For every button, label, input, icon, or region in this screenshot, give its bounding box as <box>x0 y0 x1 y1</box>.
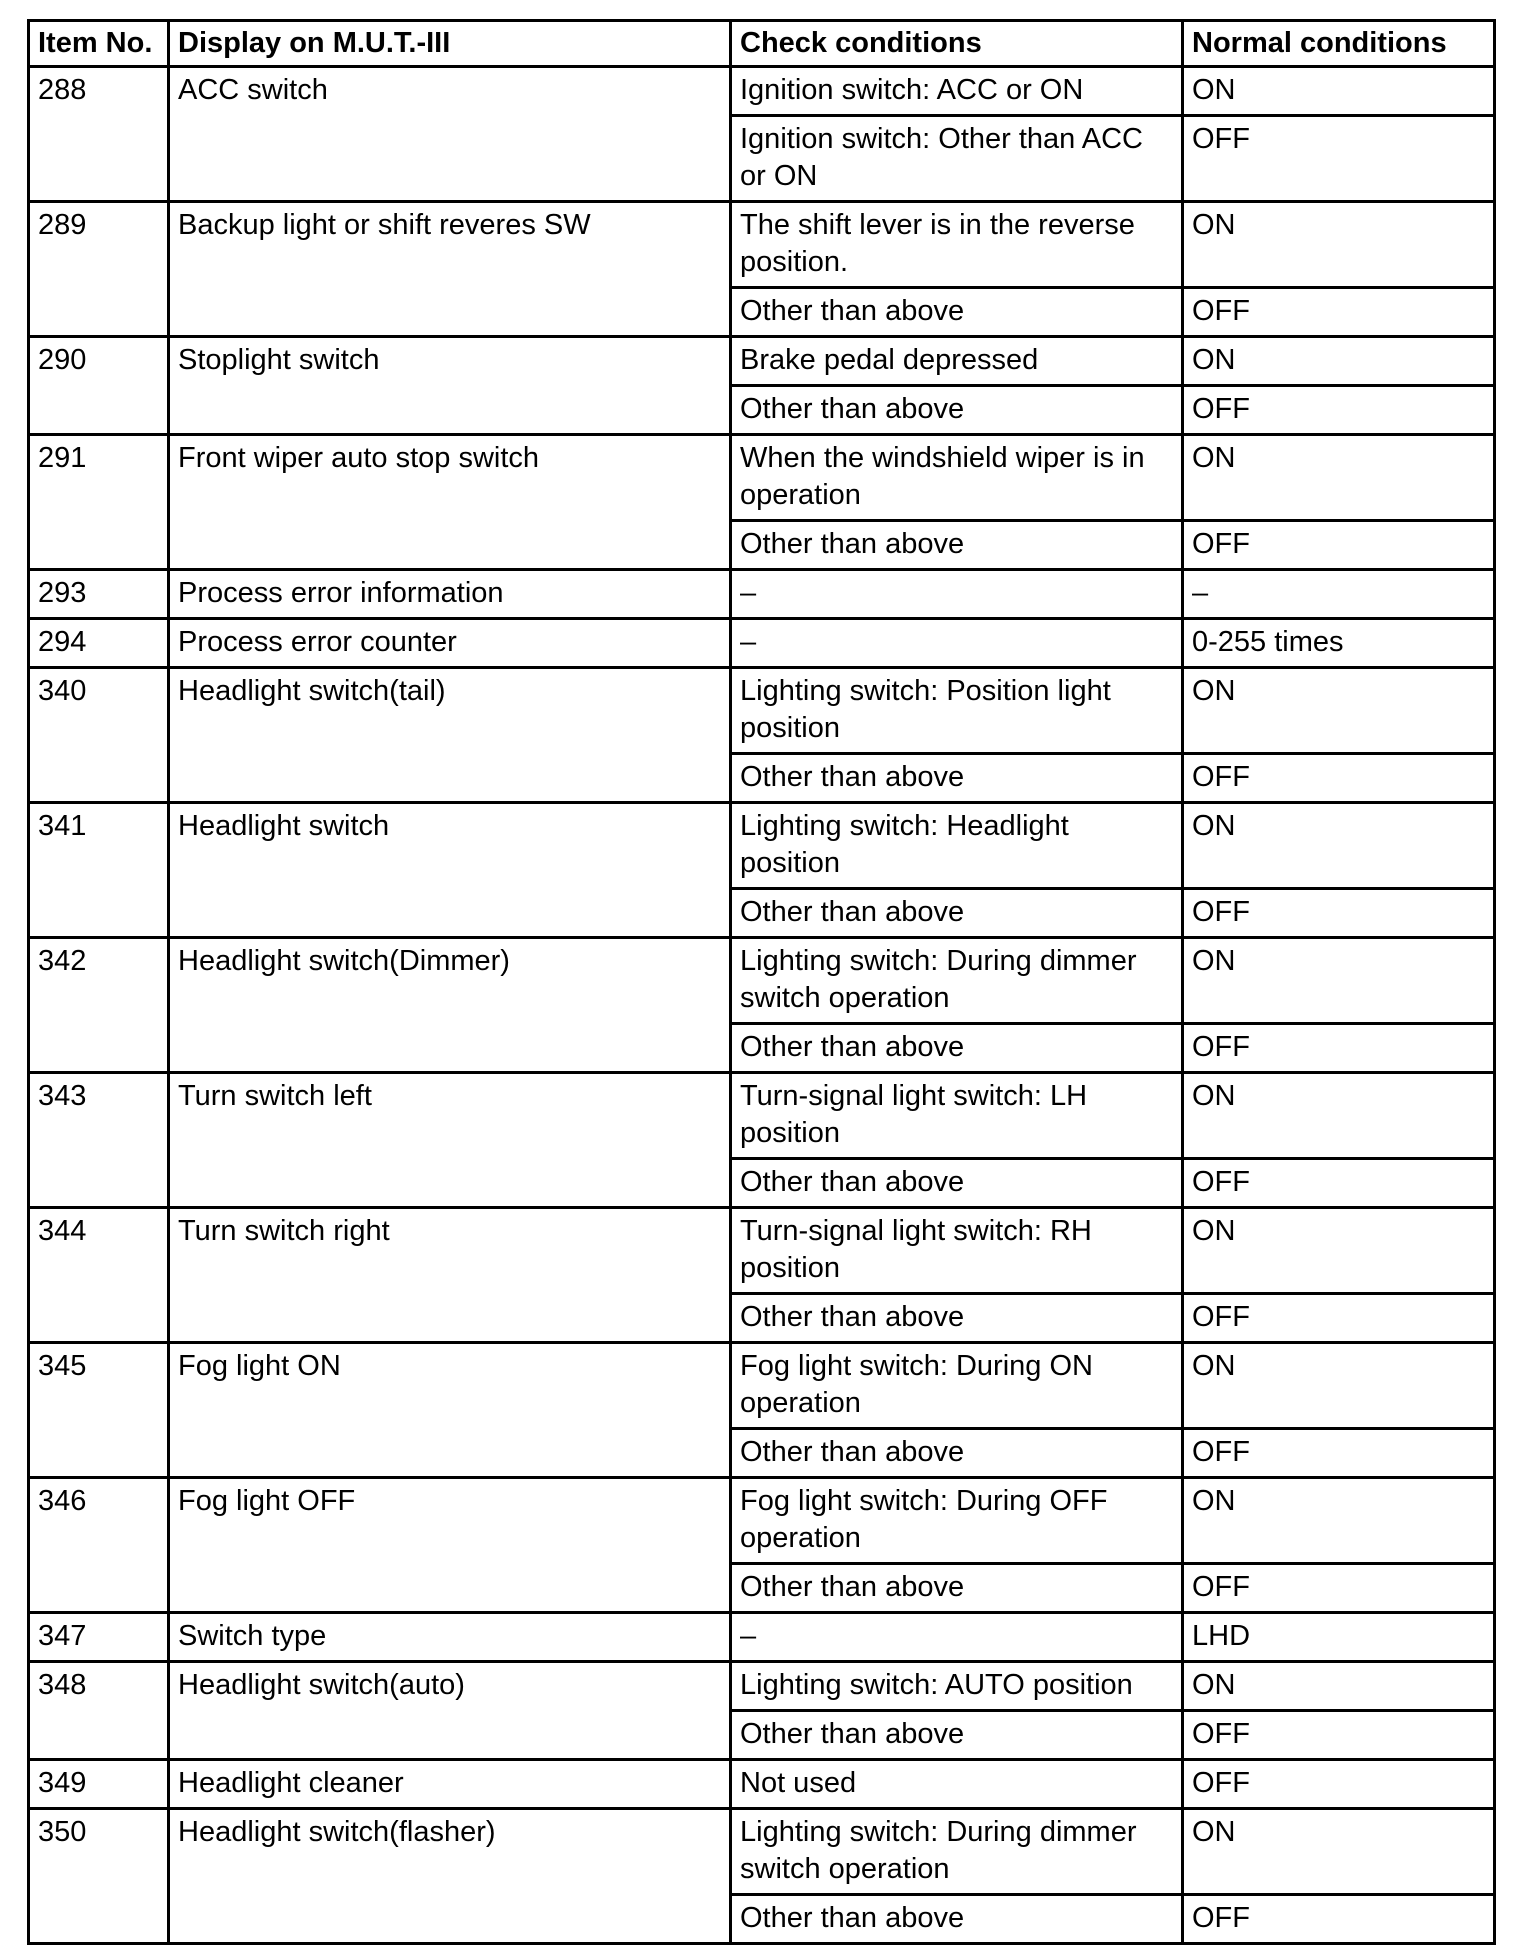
check-condition-cell: Other than above <box>731 521 1183 570</box>
normal-condition-cell: OFF <box>1183 1159 1495 1208</box>
normal-condition-cell: OFF <box>1183 889 1495 938</box>
check-condition-cell: Not used <box>731 1760 1183 1809</box>
normal-condition-cell: OFF <box>1183 1294 1495 1343</box>
item-number-cell: 288 <box>29 67 169 202</box>
item-number-cell: 290 <box>29 337 169 435</box>
table-row <box>29 1208 1495 1294</box>
display-name-cell: Front wiper auto stop switch <box>169 435 731 570</box>
item-number-cell: 341 <box>29 803 169 938</box>
normal-condition-cell: ON <box>1183 67 1495 116</box>
item-number-cell: 345 <box>29 1343 169 1478</box>
normal-condition-cell: ON <box>1183 435 1495 521</box>
table-row <box>29 938 1495 1024</box>
normal-condition-cell: ON <box>1183 1208 1495 1294</box>
display-name-cell: Process error counter <box>169 619 731 668</box>
table-row <box>29 803 1495 889</box>
check-condition-cell: Other than above <box>731 288 1183 337</box>
check-condition-cell: Other than above <box>731 1895 1183 1944</box>
table-row <box>29 202 1495 288</box>
check-condition-cell: Lighting switch: AUTO position <box>731 1662 1183 1711</box>
table-row <box>29 435 1495 521</box>
display-name-cell: Backup light or shift reveres SW <box>169 202 731 337</box>
check-condition-cell: Other than above <box>731 1711 1183 1760</box>
normal-condition-cell: OFF <box>1183 1711 1495 1760</box>
display-name-cell: Switch type <box>169 1613 731 1662</box>
table-row <box>29 1073 1495 1159</box>
check-condition-cell: – <box>731 570 1183 619</box>
display-name-cell: Headlight switch(Dimmer) <box>169 938 731 1073</box>
check-condition-cell: Turn-signal light switch: RH position <box>731 1208 1183 1294</box>
display-name-cell: Turn switch left <box>169 1073 731 1208</box>
check-condition-cell: Other than above <box>731 754 1183 803</box>
normal-condition-cell: LHD <box>1183 1613 1495 1662</box>
check-condition-cell: – <box>731 619 1183 668</box>
display-name-cell: Headlight switch <box>169 803 731 938</box>
check-condition-cell: Turn-signal light switch: LH position <box>731 1073 1183 1159</box>
display-name-cell: Turn switch right <box>169 1208 731 1343</box>
display-name-cell: Headlight switch(flasher) <box>169 1809 731 1944</box>
normal-condition-cell: ON <box>1183 668 1495 754</box>
header-item-no: Item No. <box>29 21 169 67</box>
item-number-cell: 350 <box>29 1809 169 1944</box>
check-condition-cell: – <box>731 1613 1183 1662</box>
display-name-cell: Fog light OFF <box>169 1478 731 1613</box>
table-row <box>29 1613 1495 1662</box>
table-row <box>29 1809 1495 1895</box>
check-condition-cell: Other than above <box>731 1294 1183 1343</box>
table-row <box>29 337 1495 386</box>
normal-condition-cell: OFF <box>1183 1895 1495 1944</box>
item-number-cell: 348 <box>29 1662 169 1760</box>
normal-condition-cell: ON <box>1183 202 1495 288</box>
check-condition-cell: When the windshield wiper is in operation <box>731 435 1183 521</box>
table-header <box>29 21 1495 67</box>
check-condition-cell: Lighting switch: Position light position <box>731 668 1183 754</box>
normal-condition-cell: 0-255 times <box>1183 619 1495 668</box>
item-number-cell: 291 <box>29 435 169 570</box>
item-number-cell: 347 <box>29 1613 169 1662</box>
header-normal-conditions: Normal conditions <box>1183 21 1495 67</box>
table-row <box>29 1662 1495 1711</box>
table-row <box>29 1760 1495 1809</box>
normal-condition-cell: ON <box>1183 803 1495 889</box>
item-number-cell: 294 <box>29 619 169 668</box>
display-name-cell: Fog light ON <box>169 1343 731 1478</box>
check-condition-cell: Lighting switch: During dimmer switch operation <box>731 938 1183 1024</box>
normal-condition-cell: ON <box>1183 1343 1495 1429</box>
check-condition-cell: Ignition switch: ACC or ON <box>731 67 1183 116</box>
item-number-cell: 289 <box>29 202 169 337</box>
item-number-cell: 293 <box>29 570 169 619</box>
normal-condition-cell: OFF <box>1183 116 1495 202</box>
item-number-cell: 349 <box>29 1760 169 1809</box>
normal-condition-cell: ON <box>1183 1809 1495 1895</box>
normal-condition-cell: OFF <box>1183 1024 1495 1073</box>
data-list-table <box>27 19 1496 1945</box>
normal-condition-cell: ON <box>1183 1073 1495 1159</box>
table-row <box>29 668 1495 754</box>
check-condition-cell: Other than above <box>731 1429 1183 1478</box>
table-row <box>29 570 1495 619</box>
check-condition-cell: Lighting switch: Headlight position <box>731 803 1183 889</box>
table-row <box>29 1478 1495 1564</box>
check-condition-cell: Brake pedal depressed <box>731 337 1183 386</box>
normal-condition-cell: OFF <box>1183 386 1495 435</box>
check-condition-cell: Fog light switch: During OFF operation <box>731 1478 1183 1564</box>
table-row <box>29 619 1495 668</box>
item-number-cell: 346 <box>29 1478 169 1613</box>
check-condition-cell: Other than above <box>731 889 1183 938</box>
normal-condition-cell: ON <box>1183 1478 1495 1564</box>
normal-condition-cell: OFF <box>1183 521 1495 570</box>
header-display: Display on M.U.T.-III <box>169 21 731 67</box>
display-name-cell: ACC switch <box>169 67 731 202</box>
normal-condition-cell: OFF <box>1183 288 1495 337</box>
item-number-cell: 340 <box>29 668 169 803</box>
display-name-cell: Headlight switch(auto) <box>169 1662 731 1760</box>
display-name-cell: Headlight switch(tail) <box>169 668 731 803</box>
check-condition-cell: Ignition switch: Other than ACC or ON <box>731 116 1183 202</box>
table-row <box>29 67 1495 116</box>
normal-condition-cell: OFF <box>1183 754 1495 803</box>
check-condition-cell: Other than above <box>731 1564 1183 1613</box>
check-condition-cell: Fog light switch: During ON operation <box>731 1343 1183 1429</box>
normal-condition-cell: OFF <box>1183 1564 1495 1613</box>
item-number-cell: 342 <box>29 938 169 1073</box>
normal-condition-cell: ON <box>1183 337 1495 386</box>
check-condition-cell: Other than above <box>731 1024 1183 1073</box>
item-number-cell: 343 <box>29 1073 169 1208</box>
display-name-cell: Stoplight switch <box>169 337 731 435</box>
header-check-conditions: Check conditions <box>731 21 1183 67</box>
check-condition-cell: The shift lever is in the reverse position. <box>731 202 1183 288</box>
normal-condition-cell: OFF <box>1183 1760 1495 1809</box>
display-name-cell: Process error information <box>169 570 731 619</box>
normal-condition-cell: ON <box>1183 1662 1495 1711</box>
check-condition-cell: Other than above <box>731 386 1183 435</box>
check-condition-cell: Lighting switch: During dimmer switch operation <box>731 1809 1183 1895</box>
item-number-cell: 344 <box>29 1208 169 1343</box>
table-body <box>29 67 1495 1944</box>
normal-condition-cell: – <box>1183 570 1495 619</box>
display-name-cell: Headlight cleaner <box>169 1760 731 1809</box>
normal-condition-cell: OFF <box>1183 1429 1495 1478</box>
table-row <box>29 1343 1495 1429</box>
check-condition-cell: Other than above <box>731 1159 1183 1208</box>
normal-condition-cell: ON <box>1183 938 1495 1024</box>
header-row <box>29 21 1495 67</box>
